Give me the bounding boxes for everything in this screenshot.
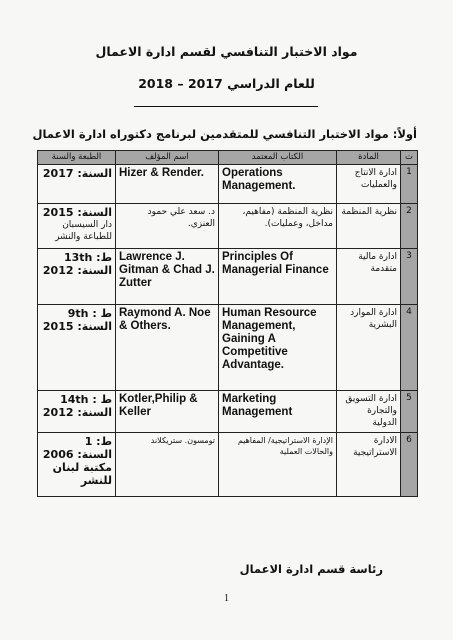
row-number: 3 <box>401 249 418 305</box>
table-row <box>38 165 418 204</box>
edition-cell <box>38 204 116 249</box>
author-cell: تومسون. ستريكلاند <box>116 433 219 497</box>
subject-cell: ادارة مالية متقدمة <box>337 249 401 305</box>
subject-cell: ادارة التسويق والتجارة الدولية <box>337 391 401 433</box>
edition-line: السنة: 2006 <box>42 448 112 461</box>
row-number: 4 <box>401 305 418 391</box>
edition-line: السنة: 2017 <box>42 167 112 180</box>
book-cell: Operations Management. <box>219 165 337 204</box>
row-number: 5 <box>401 391 418 433</box>
book-cell: الإدارة الاستراتيجية/ المفاهيم والحالات العملية <box>219 433 337 497</box>
edition-cell <box>38 433 116 497</box>
table-header-row <box>38 151 418 165</box>
header-edition: الطبعة والسنة <box>38 151 116 165</box>
subject-cell: نظرية المنظمة <box>337 204 401 249</box>
row-number: 2 <box>401 204 418 249</box>
book-cell: Marketing Management <box>219 391 337 433</box>
header-subject: المادة <box>337 151 401 165</box>
academic-year: للعام الدراسي 2017 – 2018 <box>138 76 315 91</box>
edition-line: السنة: 2015 <box>42 320 112 333</box>
header-book: الكتاب المعتمد <box>219 151 337 165</box>
header-num: ت <box>401 151 418 165</box>
author-cell: Raymond A. Noe & Others. <box>116 305 219 391</box>
edition-cell <box>38 165 116 204</box>
row-number: 1 <box>401 165 418 204</box>
edition-cell <box>38 249 116 305</box>
table-row <box>38 249 418 305</box>
book-cell: Human Resource Management, Gaining A Competitive Advantage. <box>219 305 337 391</box>
edition-line: ط: 13th <box>63 251 112 264</box>
edition-line: دار السيسبان للطباعة والنشر <box>55 220 112 242</box>
section-heading: أولاً: مواد الاختبار التنافسي للمتقدمين لبرنامج دكتوراه ادارة الاعمال <box>32 127 417 141</box>
edition-line: مكتبة لبنان للنشر <box>52 461 112 487</box>
edition-line: ط : 14th <box>60 393 112 406</box>
document-title: مواد الاختبار التنافسي لقسم ادارة الاعمال <box>95 44 358 59</box>
edition-line: ط: 1 <box>84 435 112 448</box>
table-row <box>38 391 418 433</box>
table-row <box>38 305 418 391</box>
author-cell: Lawrence J. Gitman & Chad J. Zutter <box>116 249 219 305</box>
edition-line: السنة: 2012 <box>42 406 112 419</box>
edition-cell <box>38 391 116 433</box>
edition-line: ط : 9th <box>67 307 112 320</box>
author-cell: د. سعد علي حمود العنزي. <box>116 204 219 249</box>
page-number: 1 <box>224 593 229 604</box>
subject-cell: ادارة الموارد البشرية <box>337 305 401 391</box>
edition-line: السنة: 2012 <box>42 264 112 277</box>
header-author: اسم المؤلف <box>116 151 219 165</box>
author-cell: Kotler,Philip & Keller <box>116 391 219 433</box>
table-row <box>38 204 418 249</box>
author-cell: Hizer & Render. <box>116 165 219 204</box>
book-cell: Principles Of Managerial Finance <box>219 249 337 305</box>
edition-cell <box>38 305 116 391</box>
edition-line: السنة: 2015 <box>42 206 112 219</box>
subject-cell: الادارة الاستراتيجية <box>337 433 401 497</box>
book-cell: نظرية المنظمة (مفاهيم، مداخل، وعمليات). <box>219 204 337 249</box>
subject-cell: ادارة الانتاج والعمليات <box>337 165 401 204</box>
table-row <box>38 433 418 497</box>
row-number: 6 <box>401 433 418 497</box>
exam-materials-table <box>37 150 418 497</box>
title-divider <box>134 106 318 107</box>
department-signature: رئاسة قسم ادارة الاعمال <box>239 562 383 576</box>
